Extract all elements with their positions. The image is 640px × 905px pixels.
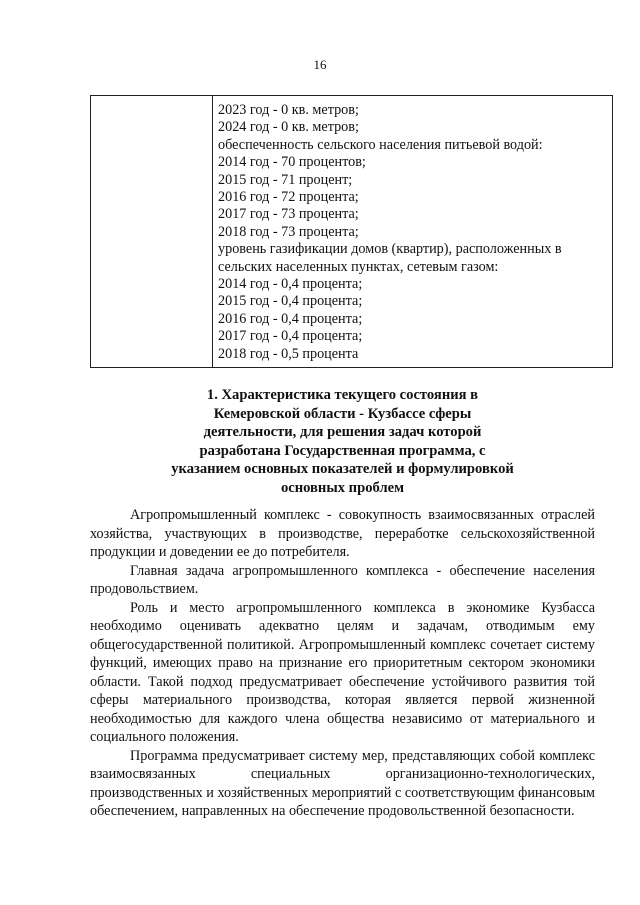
heading-line: разработана Государственная программа, с	[199, 442, 486, 459]
table-line: 2016 год - 72 процента;	[218, 189, 359, 206]
heading-line: 1. Характеристика текущего состояния в	[206, 387, 479, 403]
table-right-cell	[213, 96, 612, 367]
table-line: 2014 год - 70 процентов;	[218, 154, 366, 171]
page-number: 16	[313, 57, 327, 72]
table-line: уровень газификации домов (квартир), расположенных в	[218, 241, 562, 258]
section-heading	[90, 386, 595, 497]
heading-line: указанием основных показателей и формулировкой	[171, 461, 514, 477]
paragraph: Главная задача агропромышленного комплекса - обеспечение населения продовольствием.	[90, 562, 595, 597]
table-line: 2024 год - 0 кв. метров;	[218, 119, 359, 136]
indicators-table	[90, 95, 613, 368]
table-line: 2014 год - 0,4 процента;	[218, 276, 363, 293]
table-line: 2015 год - 0,4 процента;	[218, 293, 363, 310]
table-line: 2017 год - 73 процента;	[218, 206, 359, 223]
table-line: 2018 год - 0,5 процента	[218, 345, 359, 362]
table-line: 2018 год - 73 процента;	[218, 223, 359, 240]
table-line: 2017 год - 0,4 процента;	[218, 328, 363, 345]
paragraph: Агропромышленный комплекс - совокупность взаимосвязанных отраслей хозяйства, участвующих в производстве, переработке сельскохозяйственной продукции и доведении ее до потребителя.	[90, 507, 595, 560]
paragraph: Роль и место агропромышленного комплекса в экономике Кузбасса необходимо оценивать адекватно целям и задачам, отводимым ему общегосударственной политикой. Агропромышленный комплекс сочетает систему функций, имеющих право на признание его приоритетным сектором экономики области. Такой подход предусматривает обеспечение устойчивого развития той сферы материального производства, которая является первой жизненной необходимостью для каждого члена общества независимо от материального и социального положения.	[90, 599, 595, 745]
table-line: 2015 год - 71 процент;	[218, 171, 353, 188]
body-text	[90, 506, 595, 821]
table-line: сельских населенных пунктах, сетевым газом:	[218, 258, 499, 275]
heading-line: Кемеровской области - Кузбассе сферы	[213, 405, 472, 422]
table-left-cell	[91, 96, 213, 367]
table-line: 2023 год - 0 кв. метров;	[218, 102, 359, 118]
heading-line: деятельности, для решения задач которой	[203, 424, 482, 440]
paragraph: Программа предусматривает систему мер, представляющих собой комплекс взаимосвязанных специальных организационно-технологических, производственных и хозяйственных мероприятий с соответствующим финансовым обеспечением, направленных на обеспечение продовольственной безопасности.	[90, 747, 595, 819]
heading-line: основных проблем	[280, 479, 405, 496]
table-line: 2016 год - 0,4 процента;	[218, 310, 363, 327]
table-line: обеспеченность сельского населения питьевой водой:	[218, 136, 543, 153]
